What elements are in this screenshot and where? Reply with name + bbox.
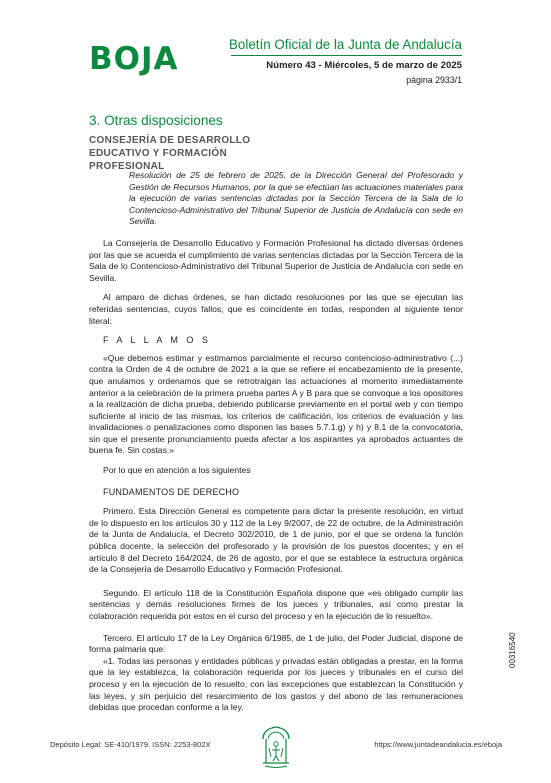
paragraph-atencion: Por lo que en atención a los siguientes [103,465,251,476]
fundamento-segundo: Segundo. El artículo 118 de la Constitución Española dispone que «es obligado cumplir las sentencias y demás resoluciones firmes de los jueces y tribunales, así como prestar la colaboración requerida por estos en el curso del proceso y en la ejecución de lo resuelto». [89,587,463,621]
fallo-text: «Que debemos estimar y estimamos parcialmente el recurso contencioso-administrativo (...) contra la Orden de 4 de octubre de 2021 a la que se refiere el encabezamiento de la presente, que anulamos y ordenamos que se retrotraigan las actuaciones al momento inmediatamente anterior a la celebración de la primera prueba partes A y B para que se convoque a los opositores a la realización de dicha prueba, debiendo publicarse previamente en el portal web y con tiempo suficiente al inicio de las mismas, los criterios de calificación, los criterios de evaluación y las invalidaciones o penalizaciones como disponen las bases 5.7.1.g) y h) y 8.1 de la convocatoria, sin que el presente pronunciamiento pueda afectar a los aspirantes ya aprobados actuantes de buena fe. Sin costas.» [89,352,463,456]
paragraph-amparo: Al amparo de dichas órdenes, se han dictado resoluciones por las que se ejecutan las referidas sentencias, cuyos fallos, que es coincidente en todas, responden al siguiente tenor literal: [89,292,463,326]
footer-url-link[interactable]: https://www.juntadeandalucia.es/eboja [374,740,502,749]
issue-info: Número 43 - Miércoles, 5 de marzo de 2025 [266,60,462,71]
paragraph-intro: La Consejería de Desarrollo Educativo y Formación Profesional ha dictado diversas órdenes por las que se acuerda el cumplimiento de varias sentencias dictadas por la Sección Tercera de la Sala de lo Contencioso-Administrativo del Tribunal Superior de Justicia de Andalucía con sede en Sevilla. [89,237,463,283]
fundamento-tercero-quote: «1. Todas las personas y entidades públicas y privadas están obligadas a prestar, en la forma que la ley establezca, la colaboración requerida por los jueces y tribunales en el curso del proceso y en la ejecución de lo resuelto, con las excepciones que establezcan la Constitución y las leyes, y sin perjuicio del resarcimiento de los gastos y del abono de las remuneraciones debidas que procedan conforme a la ley. [89,655,463,713]
fallamos-heading: F A L L A M O S [103,335,211,346]
fundamento-primero: Primero. Esta Dirección General es competente para dictar la presente resolución, en virtud de lo dispuesto en los artículos 30 y 112 de la Ley 9/2007, de 22 de octubre, de la Administración de la Junta de Andalucía, el Decreto 302/2010, de 1 de junio, por el que se ordena la función pública docente, la selección del profesorado y la provisión de los puestos docentes; y en el artículo 8 del Decreto 164/2024, de 26 de agosto, por el que se establece la estructura orgánica de la Consejería de Desarrollo Educativo y Formación Profesional. [89,506,463,575]
ministry-heading: CONSEJERÍA DE DESARROLLO EDUCATIVO Y FORMACIÓN PROFESIONAL [89,135,251,172]
bulletin-title: Boletín Oficial de la Junta de Andalucía [228,37,462,52]
page-number: página 2933/1 [406,75,462,85]
section-heading: 3. Otras disposiciones [89,113,223,128]
document-code: 00316540 [508,632,517,668]
fundamentos-heading: FUNDAMENTOS DE DERECHO [103,486,240,497]
legal-deposit: Depósito Legal: SE-410/1979. ISSN: 2253-802X [50,740,211,749]
document-body [89,170,463,714]
fundamento-tercero: Tercero. El artículo 17 de la Ley Orgánica 6/1985, de 1 de julio, del Poder Judicial, dispone de forma palmaria que: [89,632,463,655]
boja-logo: BOJA [89,41,179,77]
header-divider [231,55,462,56]
junta-andalucia-emblem-icon [259,723,293,769]
resolution-title: Resolución de 25 de febrero de 2025, de la Dirección General del Profesorado y Gestión de Recursos Humanos, por la que se efectúan las actuaciones materiales para la ejecución de varias sentencias dictadas por la Sección Tercera de la Sala de lo Contencioso-Administrativo del Tribunal Superior de Justicia de Andalucía con sede en Sevilla. [129,170,463,227]
